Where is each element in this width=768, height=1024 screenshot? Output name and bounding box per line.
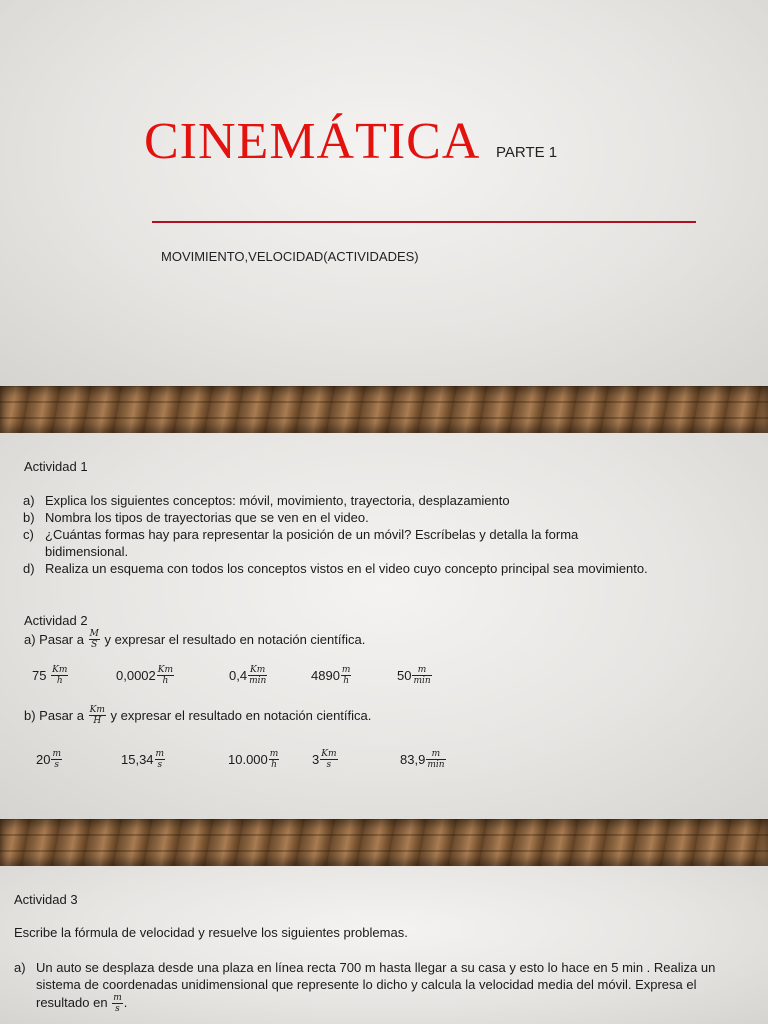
conversion-item: 0,0002 $\frac{Km}{h}$ <box>116 665 174 686</box>
slide-subtitle: MOVIMIENTO,VELOCIDAD(ACTIVIDADES) <box>161 249 419 264</box>
activity-3-slide <box>0 866 768 1024</box>
unit-fraction: $\frac{M}{S}$ <box>89 629 99 650</box>
activity-2b-instruction: b) Pasar a $\frac{Km}{H}$ y expresar el resultado en notación científica. <box>24 705 372 726</box>
list-item: a) Explica los siguientes conceptos: móvil, movimiento, trayectoria, desplazamiento <box>23 493 510 508</box>
conversion-item: 75 $\frac{Km}{h}$ <box>32 665 68 686</box>
activity-3-heading: Actividad 3 <box>14 892 78 907</box>
conversion-item: 20 $\frac{m}{s}$ <box>36 749 62 770</box>
list-item: d) Realiza un esquema con todos los conceptos vistos en el video cuyo concepto principal sea movimiento. <box>23 561 648 576</box>
list-item: b) Nombra los tipos de trayectorias que se ven en el video. <box>23 510 369 525</box>
title-slide <box>0 0 768 386</box>
wood-floor-divider <box>0 819 768 866</box>
part-label: PARTE 1 <box>496 144 558 161</box>
conversion-item: 3 $\frac{Km}{s}$ <box>312 749 337 770</box>
activity-1-list <box>23 492 723 577</box>
activity-2a-instruction: a) Pasar a $\frac{M}{S}$ y expresar el resultado en notación científica. <box>24 629 366 650</box>
conversion-item: 10.000 $\frac{m}{h}$ <box>228 749 279 770</box>
activities-slide <box>0 433 768 819</box>
conversion-item: 0,4 $\frac{Km}{\min}$ <box>229 665 267 686</box>
title-divider <box>152 221 696 223</box>
activity-1-heading: Actividad 1 <box>24 459 88 474</box>
wood-floor-divider <box>0 386 768 433</box>
conversion-item: 50 $\frac{m}{\min}$ <box>397 665 431 686</box>
unit-fraction: $\frac{Km}{H}$ <box>89 705 105 726</box>
slide-title: CINEMÁTICA <box>144 113 481 170</box>
conversion-item: 4890 $\frac{m}{h}$ <box>311 665 351 686</box>
list-item: c) ¿Cuántas formas hay para representar la posición de un móvil? Escríbelas y detalla la forma bidimensional. <box>23 527 579 559</box>
activity-3-intro: Escribe la fórmula de velocidad y resuelve los siguientes problemas. <box>14 925 408 940</box>
conversion-item: 15,34 $\frac{m}{s}$ <box>121 749 165 770</box>
activity-2-heading: Actividad 2 <box>24 613 88 628</box>
activity-3-item-a: a) Un auto se desplaza desde una plaza en línea recta 700 m hasta llegar a su casa y esto lo hace en 5 min . Realiza un sistema de coordenadas unidimensional que represente lo dicho y calcula la velocidad media del móvil. Expresa el resultado en $\frac{m}{s}$ . <box>14 960 716 1014</box>
conversion-item: 83,9 $\frac{m}{\min}$ <box>400 749 445 770</box>
